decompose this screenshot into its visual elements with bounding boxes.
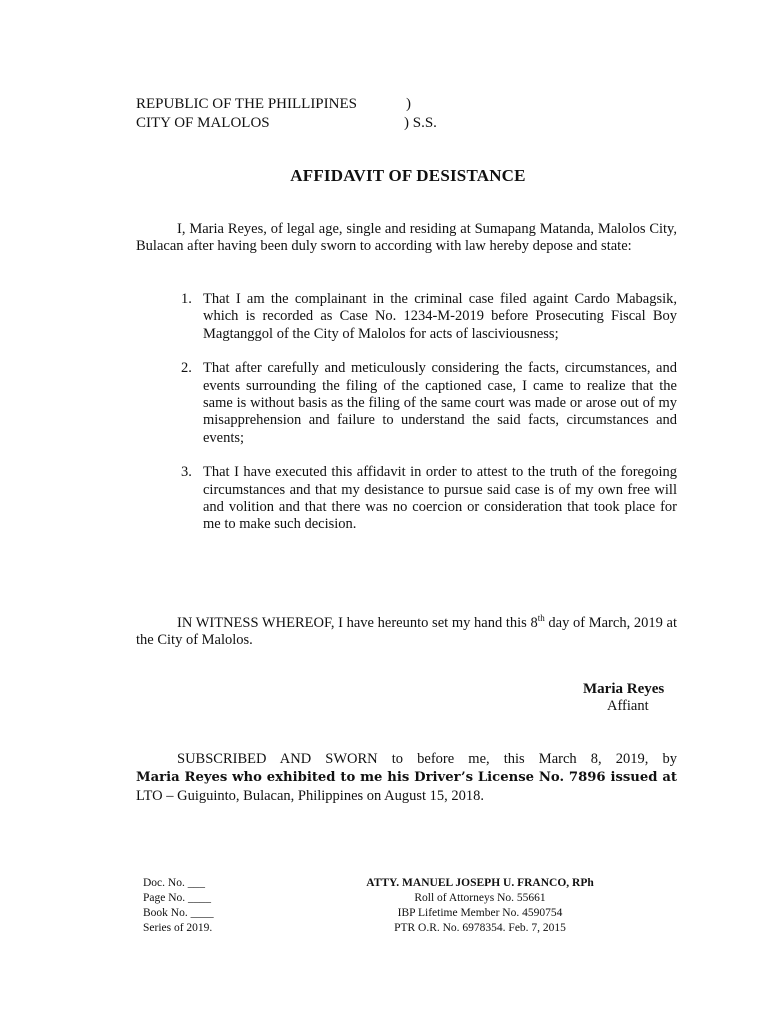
witness-ordinal-suffix: th xyxy=(537,613,545,623)
item-text: That I am the complainant in the criminal case filed againt Cardo Mabagsik, which is recorded as Case No. 1234-M-2019 before Prosecuting Fiscal Boy Magtanggol of the City of Malolos for acts of lasciviousness; xyxy=(203,291,677,342)
book-number: Book No. ____ xyxy=(143,907,214,919)
item-text: That after carefully and meticulously considering the facts, circumstances, and events surrounding the filing of the captioned case, I came to realize that the same is without basis as the filing of the same court was made or arose out of my misapprehension and failure to understand the said facts, circumstances and events; xyxy=(203,360,677,446)
intro-paragraph xyxy=(136,221,677,256)
item-number: 3. xyxy=(181,464,192,481)
jurat-line-2: Maria Reyes who exhibited to me his Driver’s License No. 7896 issued at xyxy=(136,769,677,785)
intro-text: I, Maria Reyes, of legal age, single and residing at Sumapang Matanda, Malolos City, Bulacan after having been duly sworn to according with law hereby depose and state: xyxy=(136,221,677,255)
notary-ibp: IBP Lifetime Member No. 4590754 xyxy=(397,907,563,919)
jurat-line-3: LTO – Guiguinto, Bulacan, Philippines on August 15, 2018. xyxy=(136,788,485,804)
item-number: 1. xyxy=(181,291,192,307)
page-number: Page No. ____ xyxy=(143,892,212,904)
caption-city: CITY OF MALOLOS xyxy=(136,115,270,131)
witness-text-before: IN WITNESS WHEREOF, I have hereunto set my hand this 8 xyxy=(177,614,538,631)
venue-caption xyxy=(136,95,456,135)
jurat-line-1: SUBSCRIBED AND SWORN to before me, this March 8, 2019, by xyxy=(177,751,677,767)
document-title: AFFIDAVIT OF DESISTANCE xyxy=(290,166,526,185)
notary-ptr: PTR O.R. No. 6978354. Feb. 7, 2015 xyxy=(394,922,566,934)
list-item xyxy=(136,291,677,343)
list-item xyxy=(136,360,677,447)
notarial-register xyxy=(143,876,263,936)
notary-roll: Roll of Attorneys No. 55661 xyxy=(414,892,546,904)
affiant-name: Maria Reyes xyxy=(583,681,665,697)
witness-clause xyxy=(136,610,677,650)
allegations-list xyxy=(136,291,677,551)
caption-paren-1: ) xyxy=(406,96,411,112)
item-number: 2. xyxy=(181,360,192,377)
list-item xyxy=(136,464,677,534)
jurat xyxy=(136,750,677,806)
series-year: Series of 2019. xyxy=(143,922,213,934)
witness-text-after: day of March, 2019 at the City of Malolos. xyxy=(136,614,677,649)
doc-number: Doc. No. ___ xyxy=(143,877,205,889)
item-text: That I have executed this affidavit in order to attest to the truth of the foregoing circumstances and that my desistance to pursue said case is of my own free will and volition and that there was no coercion or consideration that took place for me to make such decision. xyxy=(203,464,677,533)
notary-block xyxy=(310,876,650,936)
notary-name: ATTY. MANUEL JOSEPH U. FRANCO, RPh xyxy=(366,877,594,889)
affiant-label: Affiant xyxy=(607,698,649,714)
caption-republic: REPUBLIC OF THE PHILLIPINES xyxy=(136,96,357,112)
caption-ss: ) S.S. xyxy=(404,115,437,131)
